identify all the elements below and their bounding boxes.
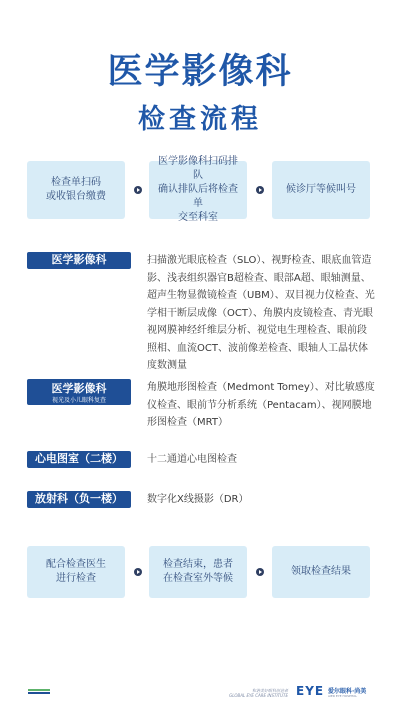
department-description: 数字化X线摄影（DR） xyxy=(147,494,249,505)
department-name: 放射科（负一楼） xyxy=(35,492,123,505)
flow-step-text: 配合检查医生 进行检查 xyxy=(46,559,106,584)
footer-accent-line xyxy=(28,692,50,694)
flow-step-text: 候诊厅等候叫号 xyxy=(286,184,356,195)
arrow-right-icon xyxy=(255,185,265,195)
department-name: 心电图室（二楼） xyxy=(35,452,123,465)
flow-step-box xyxy=(149,156,247,223)
footer-brand: 爱尔眼科·尚美 xyxy=(328,688,367,695)
department-description: 角膜地形图检查（Medmont Tomey）、对比敏感度仪检查、眼前节分析系统（Pentacam）、视网膜地形图检查（MRT） xyxy=(147,382,375,428)
department-description: 十二通道心电图检查 xyxy=(147,454,237,465)
page-subtitle: 检查流程 xyxy=(138,104,262,135)
flow-step-text: 检查单扫码 或收银台缴费 xyxy=(46,177,106,202)
department-label xyxy=(27,451,131,468)
footer-slogan xyxy=(196,688,288,698)
footer-slogan-en: GLOBAL EYE CARE INSTITUTE xyxy=(229,693,288,698)
department-label xyxy=(27,379,131,405)
flow-step-box xyxy=(27,546,125,598)
flow-step-box xyxy=(149,546,247,598)
department-subname: 视光及小儿眼科复查 xyxy=(51,397,106,404)
flow-step-text: 领取检查结果 xyxy=(291,566,351,577)
eye-logo: EYE xyxy=(296,684,325,698)
arrow-right-icon xyxy=(133,567,143,577)
department-name: 医学影像科 xyxy=(51,382,107,395)
department-name: 医学影像科 xyxy=(51,253,107,266)
flow-step-box xyxy=(272,546,370,598)
arrow-right-icon xyxy=(255,567,265,577)
arrow-right-icon xyxy=(133,185,143,195)
flow-step-box xyxy=(27,161,125,219)
flow-step-box xyxy=(272,161,370,219)
bottom-flow xyxy=(27,546,372,598)
department-description: 扫描激光眼底检查（SLO）、视野检查、眼底血管造影、浅表组织器官B超检查、眼部A超、眼轴测量、超声生物显微镜检查（UBM）、双目视力仪检查、光学相干断层成像（OCT）、角膜内皮镜检查、青光眼视网膜神经纤维层分析、视觉电生理检查、眼前段照相、血流OCT、波前像差检查、眼轴人工晶状体度数测量 xyxy=(147,255,375,371)
flow-step-text: 医学影像科扫码排队 确认排队后将检查单 交至科室 xyxy=(158,156,238,223)
top-flow xyxy=(27,156,372,223)
department-label xyxy=(27,491,131,508)
footer-slogan-cn: 和谐美好眼科创造者 xyxy=(252,688,288,693)
footer-accent-line xyxy=(28,689,50,691)
department-label xyxy=(27,252,131,269)
footer-brand-sub: AIER EYE HOSPITAL xyxy=(328,694,357,698)
page-title: 医学影像科 xyxy=(107,52,293,92)
flow-step-text: 检查结束，患者 在检查室外等候 xyxy=(163,559,233,584)
